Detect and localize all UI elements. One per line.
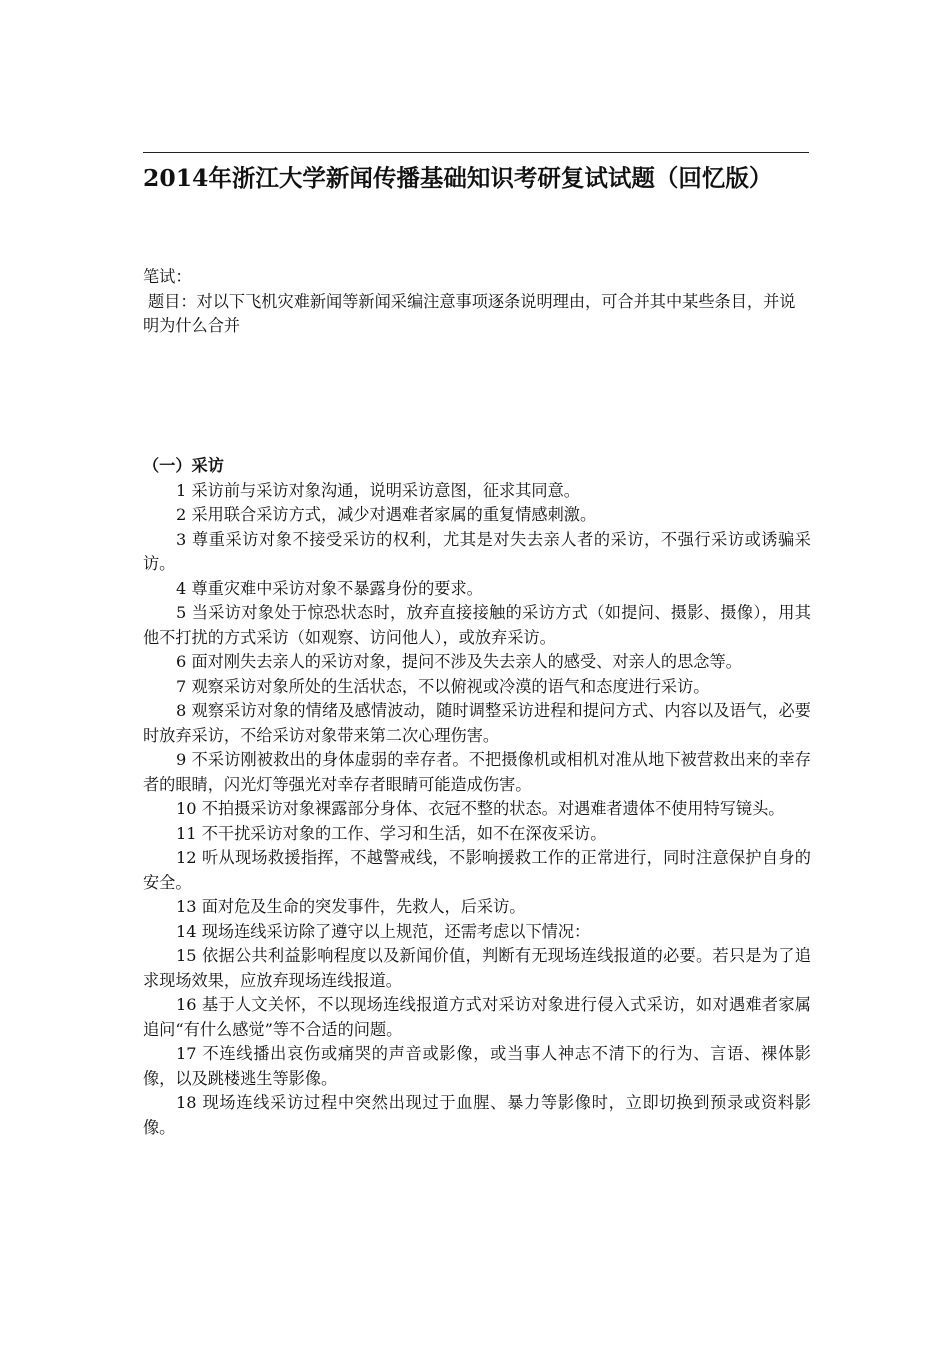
list-item: 7 观察采访对象所处的生活状态，不以俯视或冷漠的语气和态度进行采访。 — [176, 676, 710, 696]
document-title: 2014年浙江大学新闻传播基础知识考研复试试题（回忆版） — [143, 164, 773, 192]
exam-question: 题目：对以下飞机灾难新闻等新闻采编注意事项逐条说明理由，可合并其中某些条目，并说明为什么合并 — [143, 291, 796, 335]
section-interview — [143, 454, 811, 1140]
list-item: 3 尊重采访对象不接受采访的权利，尤其是对失去亲人者的采访，不强行采访或诱骗采访。 — [143, 529, 811, 573]
list-item: 11 不干扰采访对象的工作、学习和生活，如不在深夜采访。 — [176, 823, 607, 843]
list-item: 9 不采访刚被救出的身体虚弱的幸存者。不把摄像机或相机对准从地下被营救出来的幸存者的眼睛，闪光灯等强光对幸存者眼睛可能造成伤害。 — [143, 750, 811, 794]
header-rule — [143, 152, 809, 153]
list-item: 10 不拍摄采访对象裸露部分身体、衣冠不整的状态。对遇难者遗体不使用特写镜头。 — [176, 799, 785, 818]
list-item: 6 面对刚失去亲人的采访对象，提问不涉及失去亲人的感受、对亲人的思念等。 — [176, 652, 742, 671]
exam-block — [143, 265, 811, 339]
list-item: 15 依据公共利益影响程度以及新闻价值，判断有无现场连线报道的必要。若只是为了追求现场效果，应放弃现场连线报道。 — [143, 946, 811, 990]
list-item: 5 当采访对象处于惊恐状态时，放弃直接接触的采访方式（如提问、摄影、摄像），用其他不打扰的方式采访（如观察、访问他人），或放弃采访。 — [143, 603, 811, 647]
list-item: 13 面对危及生命的突发事件，先救人，后采访。 — [176, 897, 526, 916]
list-item: 1 采访前与采访对象沟通，说明采访意图，征求其同意。 — [176, 480, 580, 500]
exam-label: 笔试： — [143, 267, 192, 286]
list-item: 18 现场连线采访过程中突然出现过于血腥、暴力等影像时，立即切换到预录或资料影像。 — [143, 1093, 811, 1137]
section-title: （一）采访 — [143, 456, 224, 475]
list-item: 12 听从现场救援指挥，不越警戒线，不影响援救工作的正常进行，同时注意保护自身的安全。 — [143, 848, 811, 892]
list-item: 2 采用联合采访方式，减少对遇难者家属的重复情感刺激。 — [176, 505, 597, 524]
list-item: 8 观察采访对象的情绪及感情波动，随时调整采访进程和提问方式、内容以及语气，必要时放弃采访，不给采访对象带来第二次心理伤害。 — [143, 701, 811, 745]
list-item: 14 现场连线采访除了遵守以上规范，还需考虑以下情况： — [176, 921, 591, 941]
list-item: 16 基于人文关怀，不以现场连线报道方式对采访对象进行侵入式采访，如对遇难者家属追问“有什么感觉”等不合适的问题。 — [143, 995, 811, 1039]
list-item: 4 尊重灾难中采访对象不暴露身份的要求。 — [176, 578, 483, 598]
list-item: 17 不连线播出哀伤或痛哭的声音或影像，或当事人神志不清下的行为、言语、裸体影像，以及跳楼逃生等影像。 — [143, 1044, 811, 1088]
